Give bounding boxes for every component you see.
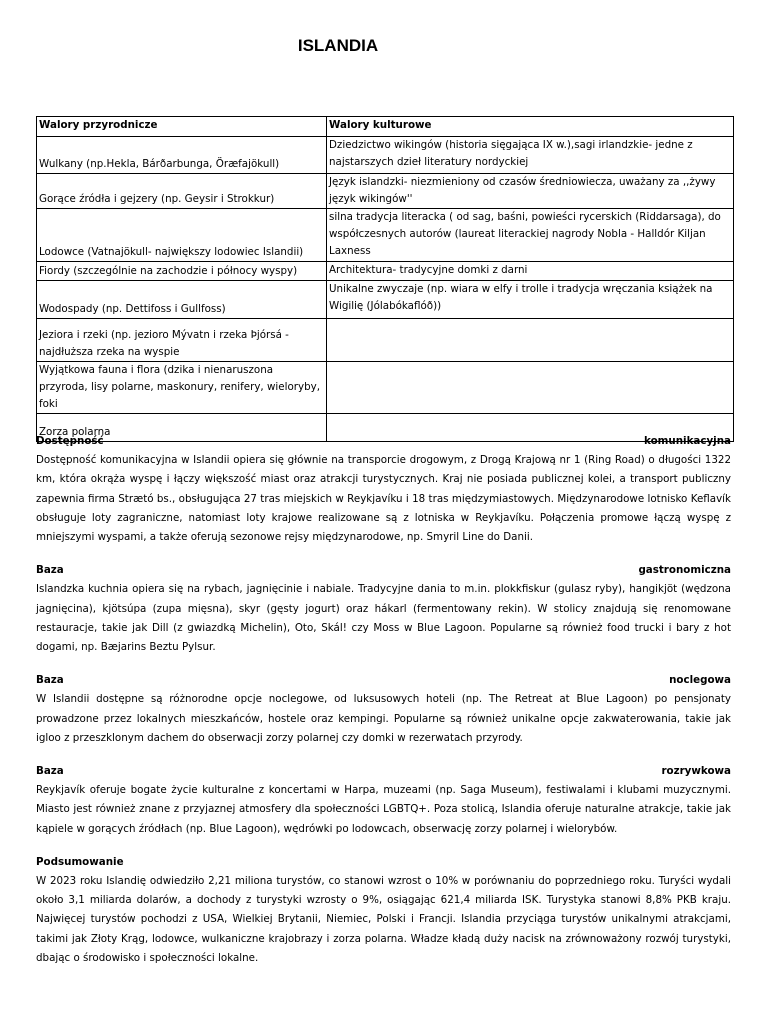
section-paragraph: W 2023 roku Islandię odwiedziło 2,21 miliona turystów, co stanowi wzrost o 10% w porównaniu do poprzedniego roku. Turyści wydali około 3,1 miliarda dolarów, a dochody z turystyki wzrosty o 9%, osiągając 621,4 miliarda ISK. Turystyka stanowi 8,8% PKB kraju. Najwięcej turystów pochodzi z USA, Wielkiej Brytanii, Niemiec, Polski i Francji. Islandia przyciąga turystów unikalnymi atrakcjami, takimi jak Złoty Krąg, lodowce, wulkaniczne krajobrazy i zorza polarna. Władze kładą duży nacisk na zrównoważony rozwój turystyki, dbając o środowisko i społeczności lokalne. [36,875,731,964]
table-row [37,262,734,281]
table-header-row [37,117,734,137]
table-cell-nature: Wulkany (np.Hekla, Bárðarbunga, Öræfajökull) [37,137,327,174]
table-cell-culture: Unikalne zwyczaje (np. wiara w elfy i trolle i tradycja wręczania książek na Wigilię (Jólabókaflóð)) [327,281,734,319]
section-baza-gastronomiczna [36,561,731,657]
section-dostepnosc [36,432,731,547]
section-podsumowanie [36,853,731,968]
section-heading-right: noclegowa [669,674,731,687]
table-cell-nature: Zorza polarna [37,414,327,442]
header-walory-przyrodnicze: Walory przyrodnicze [37,117,327,137]
table-cell-culture: Architektura- tradycyjne domki z darni [327,262,734,281]
table-cell-nature: Wodospady (np. Dettifoss i Gullfoss) [37,281,327,319]
table-cell-culture [327,319,734,362]
section-heading-left: Baza [36,564,64,577]
table-cell-culture [327,362,734,414]
walory-table [36,116,734,442]
section-heading [36,671,731,690]
section-heading [36,432,731,451]
section-heading-right: gastronomiczna [638,564,731,577]
table-row [37,174,734,209]
table-cell-nature: Lodowce (Vatnajökull- największy lodowiec Islandii) [37,209,327,262]
section-paragraph: Dostępność komunikacyjna w Islandii opiera się głównie na transporcie drogowym, z Drogą Krajową nr 1 (Ring Road) o długości 1322 km, która okrąża wyspę i łączy większość miast oraz atrakcji turystycznych. Kraj nie posiada publicznej kolei, a transport publiczny zapewnia firma Strætó bs., obsługująca 27 tras miejskich w Reykjavíku i 18 tras międzymiastowych. Międzynarodowe lotnisko Keflavík obsługuje loty zagraniczne, natomiast loty krajowe realizowane są z lotniska w Reykjavíku. Połączenia promowe łączą wyspę z mniejszymi wyspami, a także oferują sezonowe rejsy międzynarodowe, np. Smyril Line do Danii. [36,454,731,544]
document-title: ISLANDIA [297,36,379,55]
section-heading-left: Baza [36,765,64,778]
table-cell-nature: Gorące źródła i gejzery (np. Geysir i Strokkur) [37,174,327,209]
table-cell-nature: Jeziora i rzeki (np. jezioro Mývatn i rzeka Þjórsá - najdłuższa rzeka na wyspie [37,319,327,362]
section-paragraph: W Islandii dostępne są różnorodne opcje noclegowe, od luksusowych hoteli (np. The Retreat at Blue Lagoon) po pensjonaty prowadzone przez lokalnych mieszkańców, hostele oraz kempingi. Popularne są również unikalne opcje zakwaterowania, takie jak igloo z przeszklonym dachem do obserwacji zorzy polarnej czy domki w rezerwatach przyrody. [36,693,731,744]
table-row [37,209,734,262]
table-row [37,281,734,319]
table-cell-culture: silna tradycja literacka ( od sag, baśni, powieści rycerskich (Riddarsaga), do współczesnych autorów (laureat literackiej nagrody Nobla - Halldór Kiljan Laxness [327,209,734,262]
table-row [37,137,734,174]
section-baza-rozrywkowa [36,762,731,839]
section-baza-noclegowa [36,671,731,748]
section-heading-left: Dostępność [36,435,104,447]
table-cell-culture: Język islandzki- niezmieniony od czasów średniowiecza, uważany za ,,żywy język wikingów'' [327,174,734,209]
section-paragraph: Reykjavík oferuje bogate życie kulturalne z koncertami w Harpa, muzeami (np. Saga Museum), festiwalami i klubami muzycznymi. Miasto jest również znane z przyjaznej atmosfery dla społeczności LGBTQ+. Poza stolicą, Islandia oferuje naturalne atrakcje, takie jak kąpiele w gorących źródłach (np. Blue Lagoon), wędrówki po lodowcach, obserwację zorzy polarnej i wielorybów. [36,784,731,835]
section-heading [36,853,731,872]
section-paragraph: Islandzka kuchnia opiera się na rybach, jagnięcinie i nabiale. Tradycyjne dania to m.in. plokkfiskur (gulasz ryby), hangikjöt (wędzona jagnięcina), kjötsúpa (zupa mięsna), skyr (gęsty jogurt) oraz hákarl (fermentowany rekin). W stolicy znajdują się renomowane restauracje, takie jak Dill (z gwiazdką Michelin), Oto, Skál! czy Moss w Blue Lagoon. Popularne są również food trucki i bary z hot dogami, np. Bæjarins Beztu Pylsur. [36,583,731,654]
table-row [37,362,734,414]
section-heading-right: rozrywkowa [661,765,731,778]
header-walory-kulturowe: Walory kulturowe [327,117,734,137]
section-heading [36,561,731,580]
table-row [37,319,734,362]
table-cell-nature: Wyjątkowa fauna i flora (dzika i nienaruszona przyroda, lisy polarne, maskonury, renifery, wieloryby, foki [37,362,327,414]
section-heading-right: komunikacyjna [644,435,731,447]
table-cell-nature: Fiordy (szczególnie na zachodzie i północy wyspy) [37,262,327,281]
section-heading [36,762,731,781]
section-heading-left: Baza [36,674,64,687]
table-cell-culture: Dziedzictwo wikingów (historia sięgająca IX w.),sagi irlandzkie- jedne z najstarszych dzieł literatury nordyckiej [327,137,734,174]
section-heading-left: Podsumowanie [36,855,124,868]
document-body [36,432,731,982]
